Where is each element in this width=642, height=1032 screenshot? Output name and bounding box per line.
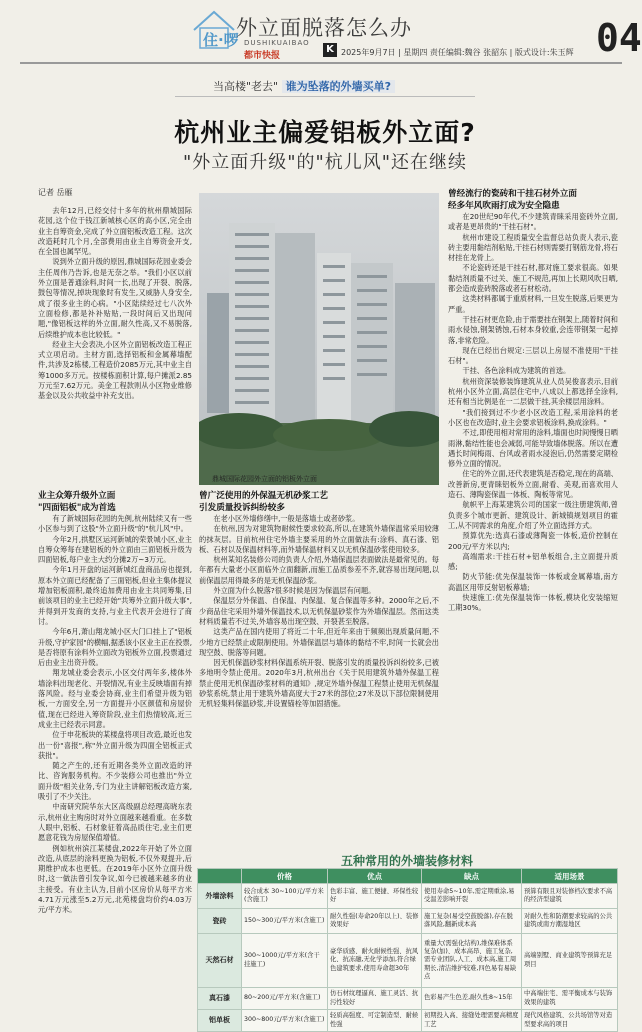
material-cons: 初期投入高、接缝处理需要高精度工艺 bbox=[422, 1010, 522, 1032]
paragraph: 这类材料都属于重质材料,一旦发生脱落,后果更为严重。 bbox=[448, 294, 618, 314]
paragraph: 翔龙城业委会表示,小区交付两年多,楼体外墙涂料出现老化、开裂情况,有业主反映墙面有掉落风险。经与业委会协商,业主们希望升级为铝板,一方面安全,另一方面提升小区颜值和房屋价值,现在已经进入筹资阶段,业主们热情较高,近三成业主已经表示同意。 bbox=[38, 668, 192, 729]
page-number: 04 bbox=[596, 16, 642, 60]
photo-caption: 鼎城国际花园外立面的铝板外立面 bbox=[212, 475, 317, 483]
paragraph: 不过,即使用相对常用的涂料,墙面也时间慢慢日晒雨淋,黏结性能也会减弱,可能导致墙体脱落。所以在遭遇长时间梅雨、台风或者雨水浸泡后,仍然需要定期检修外立面的情况。 bbox=[448, 428, 618, 469]
left-column-text bbox=[38, 514, 192, 1018]
section-title: 外立面脱落怎么办 bbox=[236, 16, 412, 40]
table-row bbox=[198, 988, 618, 1010]
material-pros: 轻质高强度、可定制造型、耐候性强 bbox=[328, 1010, 422, 1032]
paragraph: 在老小区外墙修缮中,一般是落墙土或者砂浆。 bbox=[213, 514, 360, 523]
kicker-highlight: 谁为坠落的外墙买单? bbox=[282, 80, 395, 93]
brand-en: DUSHIKUAIBAO bbox=[244, 39, 310, 47]
material-pros: 豪华质感、耐火耐候性强、抗风化、抗冻融,无化学添加,符合绿色建筑要求,使用寿命超30年 bbox=[328, 934, 422, 988]
section-heading: 引发质量投诉纠纷较多 bbox=[199, 503, 285, 513]
material-price: 150~300元/平方米(含施工) bbox=[242, 909, 328, 934]
paragraph: 随之产生的,还有近期各类外立面改造的评比、咨询服务机构。不少装修公司也推出"外立面升级"相关业务,专门为业主讲解铝板改造方案,吸引了不少关注。 bbox=[38, 761, 192, 802]
section-heading: 业主众筹升级外立面 bbox=[38, 491, 116, 501]
section-heading: 曾广泛使用的外保温无机砂浆工艺 bbox=[199, 491, 328, 501]
material-name: 天然石材 bbox=[198, 934, 242, 988]
byline: 记者 岳雁 bbox=[38, 188, 73, 197]
material-price: 较合成本 30~100元/平方米(含施工) bbox=[242, 884, 328, 909]
issue-meta: 2025年9月7日 | 星期四 责任编辑:魏谷 张韶东 | 版式设计:朱玉辉 bbox=[341, 48, 574, 57]
table-row bbox=[198, 1010, 618, 1032]
kicker bbox=[213, 78, 395, 94]
column-header: 适用场景 bbox=[522, 869, 618, 884]
brand-cn: 都市快报 bbox=[244, 51, 281, 61]
paragraph: 在20世纪90年代,不少建筑青睐采用瓷砖外立面,或者是更昂贵的"干挂石材"。 bbox=[448, 212, 618, 232]
material-pros: 色彩丰富、施工便捷、环保性较好 bbox=[328, 884, 422, 909]
material-use: 预算有限且对装修档次要求不高的经济型建筑 bbox=[522, 884, 618, 909]
paragraph: 今年1月开盘的运河新城红盘商品房也提到,原本外立面已经配备了三面铝板,但业主集体提议增加铝板面积,最终追加费用由业主共同筹集,目前该项目的业主已经开始"共筹外立面升级大事",并得到开发商的支持,与业主代表开会进行了商讨。 bbox=[38, 565, 192, 626]
column-header: 优点 bbox=[328, 869, 422, 884]
materials-table-box bbox=[197, 852, 617, 1028]
middle-column bbox=[199, 490, 439, 846]
paragraph: 高端需求:干挂石材+铝单板组合,主立面提升质感; bbox=[448, 551, 618, 572]
column-header: 缺点 bbox=[422, 869, 522, 884]
section-heading: "四面铝板"成为首选 bbox=[38, 503, 116, 513]
material-name: 真石漆 bbox=[198, 988, 242, 1010]
intro-paragraph: 说到外立面升级的原因,鼎城国际花园业委会主任周伟乃告诉,也是无奈之举。"我们小区以前外立面是普通涂料,时间一长,出现了开裂、脱落,鼓包等情况,掉块现象时有发生,又威胁人身安全,成了很多业主的心病。"小区陆续经过七八次外立面检修,都是补补贴贴,一段时间后又出现问题,"像铝板这样的外立面,耐久性高,又不易脱落,后续维护成本也比较低。" bbox=[38, 257, 192, 339]
material-pros: 仿石材纹理逼真、施工灵活、抗污性较好 bbox=[328, 988, 422, 1010]
material-use: 中高端住宅、需平衡成本与装饰效果的建筑 bbox=[522, 988, 618, 1010]
paragraph: 这类产品在国内使用了将近二十年,但近年来由于频频出现质量问题,不少地方已经禁止或限制使用。外墙保温层与墙体的黏结不牢,时间一长就会出现空鼓、脱落等问题。 bbox=[199, 627, 439, 657]
intro-text bbox=[38, 206, 192, 478]
paragraph: 因无机保温砂浆材料保温系统开裂、脱落引发的质量投诉纠纷较多,已被多地明令禁止使用。2020年3月,杭州出台《关于民用建筑外墙外保温工程禁止使用无机保温砂浆材料的通知》,规定外墙外保温工程禁止使用无机保温砂浆系统,禁止用于建筑外墙高度大于27米的部位;27米及以下部位限制使用无机轻集料保温砂浆,并设置锚栓等加固措施。 bbox=[199, 658, 439, 709]
building-photo-illustration bbox=[199, 193, 439, 485]
section-heading: 曾经流行的瓷砖和干挂石材外立面 bbox=[448, 189, 577, 199]
paragraph: 杭州资深装修装饰建筑从业人员吴俊喜表示,目前杭州小区外立面,高层住宅中,八成以上都选择全涂料,还有相当比例是在一二层做干挂,其余楼层用涂料。 bbox=[448, 376, 618, 407]
paragraph: "我们接到过不少老小区改造工程,采用涂料的老小区也在改造时,业主会要求铝板涂料,换成涂料。" bbox=[448, 407, 618, 427]
paragraph: 今年2月,拱墅区运河新城的荣景城小区,业主自筹众筹每在建铝板的外立面由三面铝板升级为四面铝板,每户业主大约分摊2万~3万元。 bbox=[38, 534, 192, 565]
material-use: 对耐久性和防潮要求较高的公共建筑或南方潮湿地区 bbox=[522, 909, 618, 934]
table-header-row bbox=[198, 869, 618, 884]
material-cons: 色彩易产生色差,耐久性8~15年 bbox=[422, 988, 522, 1010]
paragraph: 航帜平上海某建筑公司的国家一级注册建筑师,曾负责多个城市更新、建筑设计、新城镇规划项目的霍工,从不同需求的角度,介绍了外立面选择方式。 bbox=[448, 500, 618, 530]
building-photo bbox=[199, 193, 439, 485]
paragraph: 杭州市建设工程质量安全监督总站负责人表示,瓷砖主要用黏结剂粘贴,干挂石材则需要打钢筋龙骨,将石材挂在龙骨上。 bbox=[448, 232, 618, 263]
paragraph: 快速施工:优先保温装饰一体板,模块化安装缩短工期30%。 bbox=[448, 592, 618, 613]
kicker-prefix: 当高楼"老去" bbox=[213, 80, 279, 93]
material-name: 瓷砖 bbox=[198, 909, 242, 934]
paragraph: 保温层分外保温、自保温、内保温、复合保温等多种。2000年之后,不少商品住宅采用外墙外保温技术,以无机保温砂浆作为外墙保温层。然而这类材料质量若不过关,外墙容易出现空鼓、开裂甚至脱落。 bbox=[199, 596, 439, 626]
left-column bbox=[38, 490, 192, 1020]
headline: 杭州业主偏爱铝板外立面? bbox=[174, 118, 476, 147]
material-use: 高端别墅、商业建筑等预算充足项目 bbox=[522, 934, 618, 988]
paragraph: 位于申花板块的某楼盘将项目改造,最近也发出一份"喜报",称"外立面升级为四面全铝板正式获批"。 bbox=[38, 730, 192, 760]
paragraph: 杭州某知名装修公司的负责人介绍,外墙保温层表面做法是最常见的。每年都有大量老小区面临外立面翻新,而施工品质参差不齐,就容易出现问题,以前保温层用得最多的是无机保温砂浆。 bbox=[199, 555, 439, 585]
paragraph: 在杭州,因为对建筑物耐候性要求较高,所以,在建筑外墙保温常采用较薄的抹灰层。目前杭州住宅外墙主要采用的外立面做法有:涂料、真石漆、铝板、石材以及保温材料等,而外墙保温材料又以无机保温砂浆使用较多。 bbox=[199, 524, 439, 554]
table-row bbox=[198, 934, 618, 988]
page-header bbox=[0, 0, 642, 64]
column-header: 价格 bbox=[242, 869, 328, 884]
paragraph: 住宅的外立面,还代表建筑是否稳定,现在的高端、改善新房,更青睐铝板外立面,耐看、美观,而喜欢用人造石、薄陶瓷保温一体板、陶板等常见。 bbox=[448, 469, 618, 500]
material-cons: 使用寿命5~10年,需定期重涂,易受温差影响开裂 bbox=[422, 884, 522, 909]
subheadline: "外立面升级"的"杭儿风"还在继续 bbox=[182, 152, 468, 173]
paragraph: 防火节能:优先保温装饰一体板或金属幕墙,南方高温区用带反射铝板幕墙; bbox=[448, 572, 618, 592]
paragraph: 中南研究院华东大区高级副总经理高晓东表示,杭州业主购房时对外立面越来越看重。在多数人眼中,铝板、石材象征着高品质住宅,业主们更愿意花钱为房屋保值增值。 bbox=[38, 802, 192, 843]
section-heading: 经多年风吹雨打成为安全隐患 bbox=[448, 201, 560, 211]
brand-logo-icon: K bbox=[323, 43, 337, 57]
material-use: 现代风格建筑、公共场馆等对造型要求高的项目 bbox=[522, 1010, 618, 1032]
paragraph: 不论瓷砖还是干挂石材,都对施工要求很高。如果黏结剂质量不过关、施工不规范,再加上长期风吹日晒,都会造成瓷砖脱落或者石材松动。 bbox=[448, 263, 618, 294]
paragraph: 现在已经出台规定:三层以上房屋不准使用"干挂石材"。 bbox=[448, 345, 618, 366]
paragraph: 有了新城国际花园的先例,杭州陆续又有一些小区参与到了这股"外立面升级"的"杭儿风"中。 bbox=[38, 514, 192, 534]
paragraph: 例如杭州滨江某楼盘,2022年开始了外立面改造,从底层的涂料更换为铝板,不仅外观提升,后期维护成本也更低。在2019年小区外立面升级时,这一做法曾引发争议,如今已被越来越多的业主接受。有业主认为,目前小区房价从每平方米4.71万元涨至5.2万元,北苑楼盘均价约4.03万元/平方米。 bbox=[38, 843, 192, 915]
paragraph: 干挂石材更危险,由于需要挂在钢架上,随着时间和雨水侵蚀,钢架锈蚀,石材本身较重,会连带钢架一起掉落,非常危险。 bbox=[448, 314, 618, 345]
paragraph: 外立面为什么脱落?很多时候是因为保温层有问题。 bbox=[213, 586, 376, 596]
table-row bbox=[198, 884, 618, 909]
column-header bbox=[198, 869, 242, 884]
header-divider bbox=[20, 62, 622, 64]
right-column bbox=[448, 188, 618, 846]
materials-table bbox=[197, 868, 618, 1032]
material-price: 80~200元/平方米(含施工) bbox=[242, 988, 328, 1010]
house-logo-icon bbox=[190, 8, 242, 52]
intro-paragraph: 去年12月,已经交付十多年的杭州鼎城国际花园,这个位于钱江新城核心区的高小区,完全由业主自筹资金,完成了外立面铝板改造工程。这次改造耗时几个月,全部费用由业主自筹资金开支,在全国也属罕见。 bbox=[38, 206, 192, 257]
intro-paragraph: 经业主大会表决,小区外立面铝板改造工程正式立项启动。主材方面,选择铝板和金属幕墙配件,共涉及2栋楼,工程造价2085万元,其中业主自筹1000多万元。按楼栋面积计算,每户摊派2.85万元至7.62万元。美金工程款则从小区物业维修基金以及公共收益中补充支出。 bbox=[38, 339, 192, 401]
material-name: 外墙涂料 bbox=[198, 884, 242, 909]
material-cons: 重量大(需强化结构),维保难体系复杂(加)、成本高昂、施工复杂,需专业团队,人工、成本高,施工周期长,清洁维护较难,四色易有易缺点 bbox=[422, 934, 522, 988]
material-cons: 施工复杂(易受空鼓脱落),存在脱落风险,翻新成本高 bbox=[422, 909, 522, 934]
material-price: 300~1000元/平方米(含干挂施工) bbox=[242, 934, 328, 988]
table-row bbox=[198, 909, 618, 934]
paragraph: 今年6月,萧山翔龙城小区大门口挂上了"铝板升级,守护家园"的横幅,据悉该小区业主正在投票,是否将原有涂料外立面改为铝板外立面,投票通过后由业主出资升级。 bbox=[38, 627, 192, 668]
table-title: 五种常用的外墙装修材料 bbox=[340, 854, 473, 868]
right-column-text bbox=[448, 212, 618, 844]
emblem-text: 住·啰 bbox=[203, 31, 239, 49]
paragraph: 干挂、各色涂料成为建筑的首选。 bbox=[462, 366, 571, 376]
material-pros: 耐久性强(寿命20年以上)、装修效果好 bbox=[328, 909, 422, 934]
kicker-divider bbox=[175, 96, 475, 97]
middle-column-text bbox=[199, 514, 439, 844]
material-name: 铝单板 bbox=[198, 1010, 242, 1032]
paragraph: 预算优先:选真石漆或薄陶瓷一体板,造价控制在200元/平方米以内; bbox=[448, 531, 618, 551]
material-price: 300~800元/平方米(含施工) bbox=[242, 1010, 328, 1032]
